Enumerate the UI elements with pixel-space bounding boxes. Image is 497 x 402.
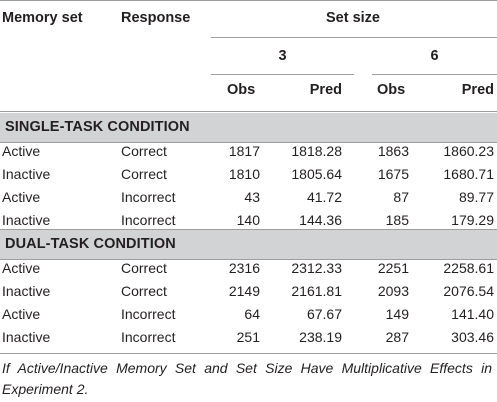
cell-obs-3: 251 bbox=[236, 329, 260, 345]
section-title: DUAL-TASK CONDITION bbox=[5, 236, 176, 252]
table-top-rule bbox=[0, 0, 497, 1]
header-row-3 bbox=[0, 76, 497, 105]
cell-pred-6: 141.40 bbox=[451, 306, 494, 322]
header-response: Response bbox=[121, 10, 191, 26]
cell-pred-6: 2258.61 bbox=[443, 260, 494, 276]
header-size-6: 6 bbox=[430, 48, 439, 64]
header-obs-3: Obs bbox=[227, 82, 256, 98]
cell-response: Correct bbox=[121, 260, 167, 276]
cell-pred-3: 2312.33 bbox=[291, 260, 342, 276]
header-bottom-rule bbox=[0, 111, 497, 112]
set-size-rule bbox=[211, 37, 497, 38]
cell-memory-set: Inactive bbox=[2, 329, 51, 345]
cell-pred-3: 238.19 bbox=[299, 329, 342, 345]
cell-response: Correct bbox=[121, 283, 167, 299]
cell-obs-6: 2251 bbox=[377, 260, 409, 276]
header-obs-6: Obs bbox=[377, 82, 406, 98]
cell-memory-set: Active bbox=[2, 189, 41, 205]
cell-pred-6: 1680.71 bbox=[443, 166, 494, 182]
cell-memory-set: Active bbox=[2, 306, 41, 322]
header-row-2 bbox=[0, 42, 497, 71]
cell-pred-3: 41.72 bbox=[306, 189, 342, 205]
size-3-rule bbox=[211, 74, 354, 75]
cell-pred-3: 144.36 bbox=[299, 212, 342, 228]
header-size-3: 3 bbox=[278, 48, 287, 64]
cell-response: Correct bbox=[121, 143, 167, 159]
cell-pred-6: 179.29 bbox=[451, 212, 494, 228]
header-pred-6: Pred bbox=[461, 82, 494, 98]
cell-pred-6: 89.77 bbox=[458, 189, 494, 205]
cell-memory-set: Inactive bbox=[2, 212, 51, 228]
cell-response: Incorrect bbox=[121, 329, 176, 345]
cell-memory-set: Inactive bbox=[2, 283, 51, 299]
table-row bbox=[0, 323, 497, 352]
cell-pred-6: 303.46 bbox=[451, 329, 494, 345]
cell-memory-set: Active bbox=[2, 143, 41, 159]
table-caption: If Active/Inactive Memory Set and Set Size Have Multiplicative Effects in Experiment 2. bbox=[2, 360, 492, 397]
cell-obs-3: 140 bbox=[236, 212, 260, 228]
cell-obs-6: 287 bbox=[385, 329, 409, 345]
cell-pred-6: 2076.54 bbox=[443, 283, 494, 299]
cell-obs-3: 64 bbox=[244, 306, 260, 322]
cell-obs-3: 1817 bbox=[228, 143, 260, 159]
cell-obs-6: 2093 bbox=[377, 283, 409, 299]
cell-obs-3: 1810 bbox=[228, 166, 260, 182]
header-memory-set: Memory set bbox=[2, 10, 83, 26]
cell-obs-6: 1863 bbox=[377, 143, 409, 159]
cell-pred-3: 2161.81 bbox=[291, 283, 342, 299]
header-pred-3: Pred bbox=[309, 82, 342, 98]
cell-obs-6: 185 bbox=[385, 212, 409, 228]
cell-memory-set: Active bbox=[2, 260, 41, 276]
cell-pred-6: 1860.23 bbox=[443, 143, 494, 159]
cell-obs-3: 2149 bbox=[228, 283, 260, 299]
cell-obs-6: 149 bbox=[385, 306, 409, 322]
cell-pred-3: 67.67 bbox=[306, 306, 342, 322]
cell-pred-3: 1818.28 bbox=[291, 143, 342, 159]
cell-response: Incorrect bbox=[121, 212, 176, 228]
cell-obs-6: 1675 bbox=[377, 166, 409, 182]
cell-pred-3: 1805.64 bbox=[291, 166, 342, 182]
cell-response: Correct bbox=[121, 166, 167, 182]
table-bottom-rule bbox=[0, 353, 497, 354]
cell-response: Incorrect bbox=[121, 306, 176, 322]
size-6-rule bbox=[372, 74, 497, 75]
cell-obs-3: 43 bbox=[244, 189, 260, 205]
header-set-size: Set size bbox=[326, 10, 380, 26]
header-row-1 bbox=[0, 4, 497, 33]
cell-obs-6: 87 bbox=[393, 189, 409, 205]
cell-response: Incorrect bbox=[121, 189, 176, 205]
cell-memory-set: Inactive bbox=[2, 166, 51, 182]
section-title: SINGLE-TASK CONDITION bbox=[5, 119, 190, 135]
cell-obs-3: 2316 bbox=[228, 260, 260, 276]
